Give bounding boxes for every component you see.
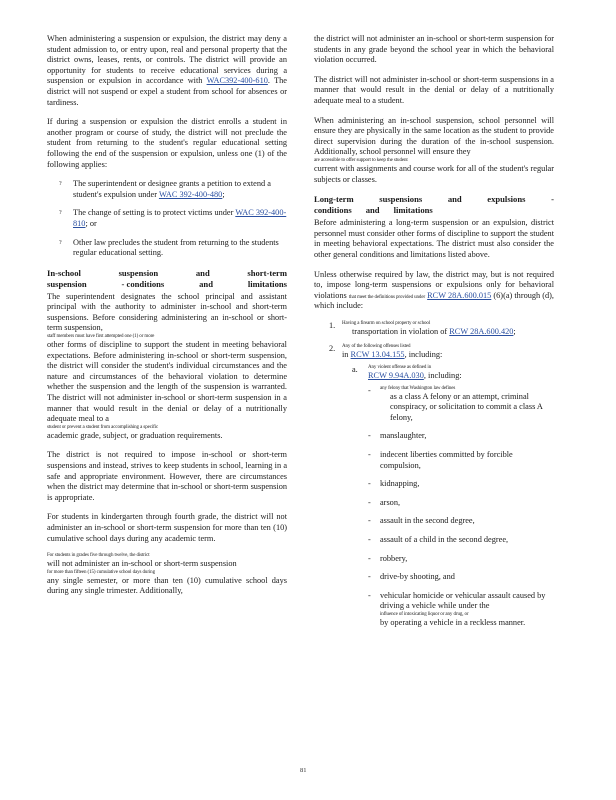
paragraph: If during a suspension or expulsion the district enrolls a student in another program or course of study, the district will not preclude the student from returning to the student's regular educational setting following the end of the suspension or expulsion, unless one (1) of the following applies: (47, 117, 287, 169)
bullet-icon: ? (59, 181, 62, 188)
right-column (314, 34, 554, 637)
list-item: 2. Any of the following offenses listed in RCW 13.04.155, including: a. Any violent offense as defined in RCW 9.94A.030, including: - any felony that Washington law defines as a class A felony or an attempt, criminal conspiracy, or solicitation to commit a class A felony, - manslaughter, - indecent liberties committed by forcible compulsion, - kidnapping, - arson, - assault in the second degree, - assault of a child in the second degree, - robbery, - drive-by shooting, and - vehicular homicide or vehicular assault caused by driving a vehicle while under the influence of intoxicating liquor or any drug, or by operating a vehicle in a reckless manner. (314, 344, 554, 628)
list-item: - assault of a child in the second degree, (368, 535, 509, 544)
paragraph: When administering a suspension or expulsion, the district may deny a student admission to, or entry upon, real and personal property that the district owns, leases, rents, or controls. The district will provide an opportunity for students to receive educational services during a suspension or expulsion in accordance with WAC392-400-610. The district will not suspend or expel a student from school for absences or tardiness. (47, 34, 287, 107)
numbered-list (314, 321, 554, 629)
list-item: - any felony that Washington law defines as a class A felony or an attempt, criminal conspiracy, or solicitation to commit a class A felony, (368, 385, 543, 422)
list-item: - robbery, (368, 553, 408, 563)
paragraph: For students in kindergarten through fourth grade, the district will not administer an in-school or short-term suspension for more than ten (10) cumulative school days during any academic term. (47, 512, 287, 543)
paragraph: The district will not administer in-school or short-term suspensions in a manner that would result in the denial or delay of a nutritionally adequate meal to a student. (314, 74, 554, 105)
wac-link[interactable]: WAC 392-400-480 (158, 189, 223, 199)
rcw-link[interactable]: RCW 13.04.155 (350, 350, 405, 360)
list-item: a. Any violent offense as defined in RCW 9.94A.030, including: - any felony that Washington law defines as a class A felony or an attempt, criminal conspiracy, or solicitation to commit a class A felony, - manslaughter, - indecent liberties committed by forcible compulsion, - kidnapping, - arson, - assault in the second degree, - assault of a child in the second degree, - robbery, - drive-by shooting, and - vehicular homicide or vehicular assault caused by driving a vehicle while under the influence of intoxicating liquor or any drug, or by operating a vehicle in a reckless manner. (352, 365, 554, 629)
list-item: - assault in the second degree, (368, 516, 475, 526)
list-item: ? The superintendent or designee grants a petition to extend a student's expulsion under WAC 392-400-480; (59, 179, 271, 199)
left-column (47, 34, 287, 606)
list-item: - arson, (368, 497, 401, 507)
wac-link[interactable]: WAC392-400-610 (206, 76, 268, 86)
list-item: - manslaughter, (368, 431, 427, 441)
bullet-list (47, 179, 287, 259)
section-heading: Long-term suspensions and expulsions - conditions and limitations (314, 194, 554, 216)
paragraph: Unless otherwise required by law, the district may, but is not required to, impose long-term suspensions or expulsions only for behavioral violations that meet the definitions provided under RCW 28A.600.015 (6)(a) through (d), which include: (314, 269, 555, 311)
list-item: - indecent liberties committed by forcible compulsion, (368, 450, 513, 470)
page-number: 81 (300, 767, 307, 774)
list-item: ? The change of setting is to protect victims under WAC 392-400-810; or (59, 208, 287, 228)
rcw-link[interactable]: RCW 28A.600.015 (427, 290, 492, 300)
bullet-icon: ? (59, 239, 62, 246)
paragraph: The superintendent designates the school principal and assistant principal with the authority to administer in-school and short-term suspensions. Before considering administering an in-school or short-term suspension, staff members must have first attempted one (1) or more other forms of discipline to support the student in meeting behavioral expectations. Before administering in-school or short-term suspension, the district will consider the student's individual circumstances and the nature and circumstances of the behavioral violation to determine whether the suspension and the length of the suspension is warranted. The district will not administer in-school or short-term suspension in a manner that would result in the denial or delay of a nutritionally adequate meal to a student or prevent a student from accomplishing a specific academic grade, subject, or graduation requirements. (47, 291, 287, 440)
list-item: ? Other law precludes the student from returning to the students regular educational setting. (59, 237, 279, 258)
list-item: - vehicular homicide or vehicular assault caused by driving a vehicle while under the influence of intoxicating liquor or any drug, or by operating a vehicle in a reckless manner. (368, 590, 546, 627)
paragraph: the district will not administer an in-school or short-term suspension for students in any grade beyond the school year in which the behavioral violation occurred. (314, 34, 554, 65)
paragraph: The district is not required to impose in-school or short-term suspensions and instead, strives to keep students in school, learning in a safe and appropriate environment. However, there are circumstances when the district may determine that in-school or short-term suspension is appropriate. (47, 450, 287, 502)
paragraph: For students in grades five through twelve, the district will not administer an in-school or short-term suspension for more than fifteen (15) cumulative school days during any single semester, or more than ten (10) cumulative school days during any single trimester. Additionally, (47, 553, 287, 596)
paragraph: Before administering a long-term suspension or an expulsion, district personnel must consider other forms of discipline to support the student in meeting behavioral expectations. The district must also consider the other general conditions and limitations listed above. (314, 218, 554, 259)
list-item: 1. Having a firearm on school property or school transportation in violation of RCW 28A.600.420; (329, 320, 516, 336)
section-heading: In-school suspension and short-term suspension - conditions and limitations (47, 267, 287, 289)
rcw-link[interactable]: RCW 28A.600.420 (449, 326, 514, 336)
list-item: - drive-by shooting, and (368, 572, 455, 582)
wac-link[interactable]: WAC 392-400-810 (73, 208, 287, 228)
rcw-link[interactable]: RCW 9.94A.030 (368, 371, 424, 381)
bullet-icon: ? (59, 210, 62, 217)
paragraph: When administering an in-school suspension, school personnel will ensure they are physically in the same location as the student to provide direct supervision during the duration of the in-school suspension. Additionally, school personnel will ensure they are accessible to offer support to keep the student current with assignments and course work for all of the student's regular subjects or classes. (314, 115, 554, 184)
dash-list (368, 386, 554, 629)
list-item: - kidnapping, (368, 479, 420, 489)
